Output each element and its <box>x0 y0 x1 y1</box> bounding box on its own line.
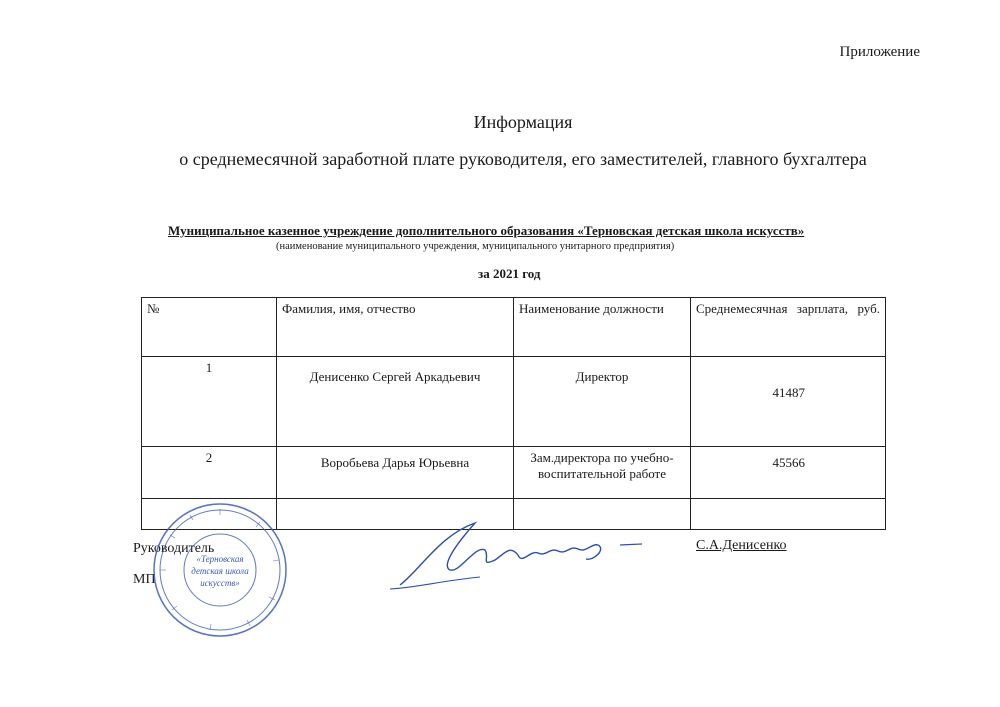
head-label: Руководитель <box>133 541 215 556</box>
organization-note: (наименование муниципального учреждения, муниципального унитарного предприятия) <box>276 241 675 252</box>
signature-icon <box>380 515 670 595</box>
svg-text:детская школа: детская школа <box>191 566 249 576</box>
table-row <box>142 357 886 447</box>
page-title: Информация <box>473 112 573 132</box>
header-position: Наименование должности <box>514 298 691 357</box>
page-subtitle: о среднемесячной заработной плате руководителя, его заместителей, главного бухгалтера <box>179 149 867 169</box>
table-header-row <box>142 298 886 357</box>
row-salary: 41487 <box>691 357 886 447</box>
row-position: Зам.директора по учебно-воспитательной работе <box>514 447 691 499</box>
organization-name: Муниципальное казенное учреждение дополнительного образования «Терновская детская школа искусств» <box>168 223 805 238</box>
table-row <box>142 447 886 499</box>
svg-text:«Терновская: «Терновская <box>196 554 244 564</box>
mp-label: МП <box>133 572 156 587</box>
row-num: 2 <box>142 447 277 499</box>
row-name: Воробьева Дарья Юрьевна <box>277 447 514 499</box>
salary-table <box>141 297 886 530</box>
report-year: за 2021 год <box>478 266 541 281</box>
signature-name-line <box>696 538 787 554</box>
header-salary: Среднемесячная зарплата, руб. <box>691 298 886 357</box>
row-position: Директор <box>514 357 691 447</box>
header-name: Фамилия, имя, отчество <box>277 298 514 357</box>
row-salary: 45566 <box>691 447 886 499</box>
row-num: 1 <box>142 357 277 447</box>
svg-text:искусств»: искусств» <box>200 578 240 588</box>
school-stamp-icon <box>150 500 290 640</box>
row-name: Денисенко Сергей Аркадьевич <box>277 357 514 447</box>
appendix-label: Приложение <box>839 44 920 60</box>
signature-name: С.А.Денисенко <box>696 538 787 553</box>
header-num: № <box>142 298 277 357</box>
